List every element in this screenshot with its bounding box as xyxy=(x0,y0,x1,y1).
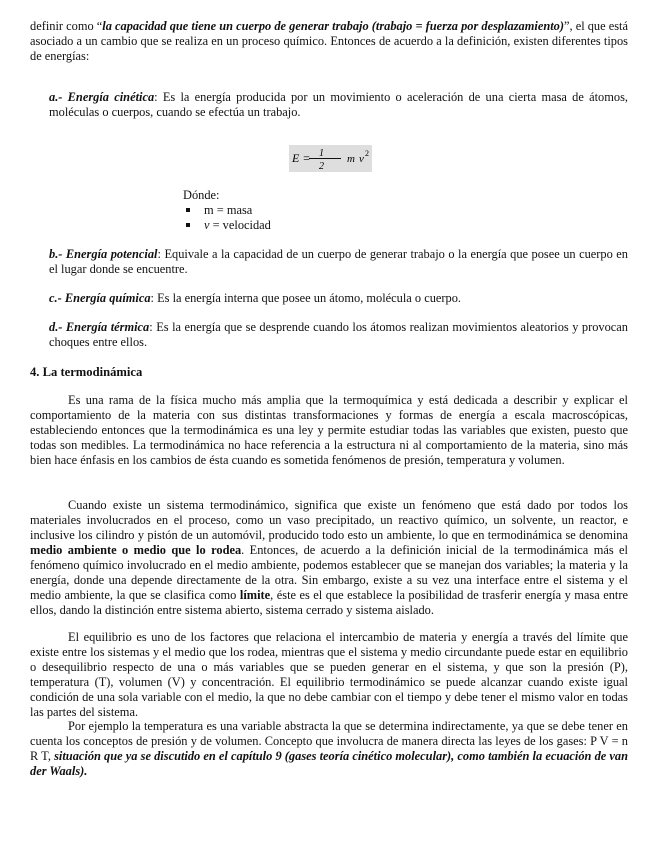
variable-list-item xyxy=(183,203,271,218)
thermo-paragraph-4 xyxy=(30,719,628,779)
section-heading: 4. La termodinámica xyxy=(30,365,143,379)
variable-meaning: = velocidad xyxy=(209,218,271,232)
energy-definition: la capacidad que tiene un cuerpo de generar trabajo (trabajo = fuerza por desplazamiento) xyxy=(102,19,564,33)
energy-item-text: : Es la energía interna que posee un átomo, molécula o cuerpo. xyxy=(150,291,462,305)
variable-symbol: m xyxy=(204,203,214,217)
energy-item-thermal xyxy=(49,320,628,350)
energy-item-label: b.- Energía potencial xyxy=(49,247,158,261)
thermo-paragraph-1: Es una rama de la física mucho más amplia que la termoquímica y está dedicada a describir y explicar el comportamiento de la materia con sus distintas transformaciones y formas de energía a escala macroscópicas, estableciendo entonces que la termodinámica es una ley y permite estudiar todas las variables que existen, puesto que todas son medibles. La termodinámica no hace referencia a la estructura ni al comportamiento de la materia, sino más bien hace énfasis en los cambios de ésta cuando es sometida fenómenos de presión, temperatura y volumen. xyxy=(30,393,628,467)
energy-item-label: d.- Energía térmica xyxy=(49,320,150,334)
energy-item-label: a.- Energía cinética xyxy=(49,90,155,104)
thermo-paragraph-3: El equilibrio es uno de los factores que relaciona el intercambio de materia y energía a través del límite que existe entre los sistemas y el medio que los rodea, mientras que el sistema y medio circundante puede estar en equilibrio o desequilibrio respecto de una o más variables que se pueden generar en el sistema, y que son la presión (P), temperatura (T), volumen (V) y concentración. El equilibrio termodinámico se puede alcanzar cuando existe igual condición de una sola variable con el medio, la que no debe cambiar con el tiempo y debe tener el mismo valor en todas las partes del sistema. xyxy=(30,630,628,719)
energy-item-text: : Equivale a la capacidad de un cuerpo de generar trabajo o la energía que posee un cuerpo en el lugar donde se encuentre. xyxy=(49,247,629,276)
chapter-reference: situación que ya se discutido en el capítulo 9 (gases teoría cinético molecular), como también la ecuación de van der Waals). xyxy=(30,749,629,778)
variable-meaning: = masa xyxy=(213,203,253,217)
variable-list xyxy=(183,203,271,233)
intro-rest-text: ”, el que está asociado a un cambio que se realiza en un proceso químico. Entonces de acuerdo a la definición, existen diferentes tipos de energías: xyxy=(30,19,628,63)
paragraph-text: . Entonces, de acuerdo a la definición inicial de la termodinámica más el fenómeno químico involucrado en el medio ambiente, podemos establecer que se manejan dos variables; la materia y la energía, donde una depende directamente de la otra. Sin embargo, existe a su vez una interface entre el sistema y el medio ambiente, la que se clasifica como xyxy=(30,543,628,602)
energy-item-kinetic xyxy=(49,90,628,120)
energy-item-text: : Es la energía producida por un movimiento o aceleración de una cierta masa de átomos, moléculas o cuerpos, cuando se efectúa un trabajo. xyxy=(49,90,629,119)
paragraph-text: , éste es el que establece la posibilidad de trasferir energía y masa entre ellos, dando la distinción entre sistema abierto, sistema cerrado y sistema aislado. xyxy=(30,588,628,617)
intro-lead-text: definir como “ xyxy=(30,19,103,33)
paragraph-text: Cuando existe un sistema termodinámico, significa que existe un fenómeno que está dado por todos los materiales involucrados en el proceso, como un vaso precipitado, un reactivo químico, un solvente, un reactor, e inclusive los cilindro y pistón de un automóvil, producido todo esto un ambiente, lo que en termodinámica se denomina xyxy=(30,498,628,542)
variable-list-item xyxy=(183,218,271,233)
formula-exponent: 2 xyxy=(365,149,369,158)
energy-item-chemical xyxy=(49,291,628,306)
thermo-paragraph-2 xyxy=(30,498,628,618)
emphasis-environment: medio ambiente o medio que lo rodea xyxy=(30,543,242,557)
formula-velocity: v xyxy=(359,153,364,165)
formula-graphic xyxy=(289,145,372,172)
donde-label: Dónde: xyxy=(183,188,220,202)
formula-denominator: 2 xyxy=(319,161,324,172)
intro-paragraph xyxy=(30,19,628,64)
paragraph-text: Por ejemplo la temperatura es una variable abstracta la que se determina indirectamente, ya que se debe tener en cuenta los conceptos de presión y de volumen. Concepto que involucra de manera directa las leyes de los gases: P V = n R T, xyxy=(30,719,628,763)
emphasis-limit: límite xyxy=(239,588,271,602)
kinetic-energy-formula xyxy=(289,145,372,172)
variable-symbol: v xyxy=(204,218,210,232)
energy-item-potential xyxy=(49,247,628,277)
formula-mass: m xyxy=(347,153,355,165)
energy-item-text: : Es la energía que se desprende cuando los átomos realizan movimientos aleatorios y provocan choques entre ellos. xyxy=(49,320,628,349)
formula-numerator: 1 xyxy=(319,148,324,159)
energy-item-label: c.- Energía química xyxy=(49,291,151,305)
formula-lhs: E = xyxy=(292,151,311,165)
